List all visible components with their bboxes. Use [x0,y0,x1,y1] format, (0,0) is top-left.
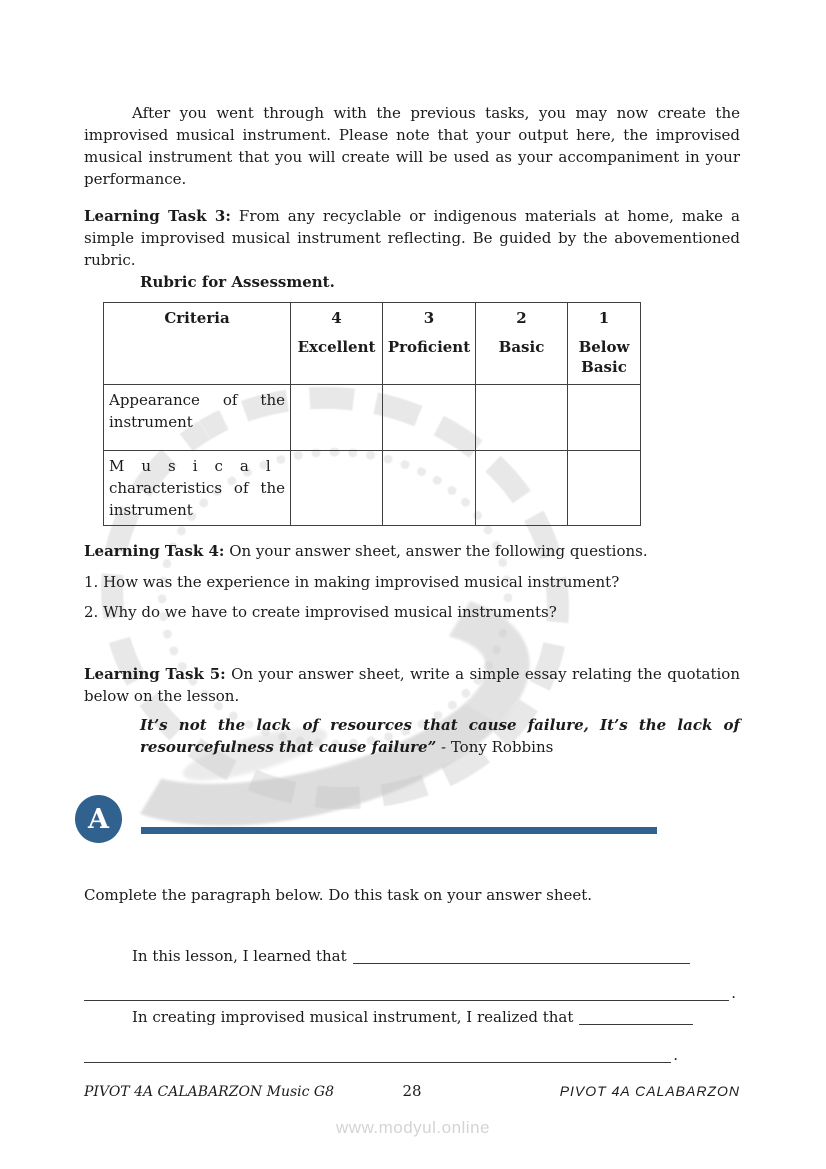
rubric-empty-cell [568,385,641,451]
fill-in-line-2-continuation [84,1044,740,1066]
rubric-header-below-basic [568,303,641,385]
section-a-badge [75,795,122,843]
rubric-header-criteria [104,303,291,385]
learning-task-3-paragraph [84,205,740,271]
footer-module-title: PIVOT 4A CALABARZON Music G8 [84,1084,335,1100]
learning-task-3-text: From any recyclable or indigenous materials at home, make a simple improvised musical instrument reflecting. Be guided by the abovementioned rubric. [84,207,740,269]
rubric-empty-cell [476,451,568,526]
fill-in-line-1-continuation [84,982,740,1004]
criteria-rest: characteristics of the instrument [109,479,285,519]
page-number: 28 [402,1082,422,1100]
header-score-1: 1 [598,309,610,327]
rubric-empty-cell [383,385,476,451]
learning-task-5-paragraph [84,663,740,707]
rubric-empty-cell [476,385,568,451]
rubric-criteria-musical [104,451,291,526]
header-label-basic: Basic [498,338,545,356]
quotation-text: It’s not the lack of resources that cause failure, It’s the lack of resourcefulness that cause failure” [140,716,740,756]
rubric-table [103,302,641,526]
footer-brand: PIVOT 4A CALABARZON [559,1083,740,1099]
line-end-period: . [673,1046,678,1064]
header-score-4: 4 [331,309,342,327]
quotation [140,714,740,758]
learning-task-3-label: Learning Task 3: [84,207,231,225]
learning-task-4-paragraph [84,540,740,562]
blank-line [84,1061,671,1063]
rubric-criteria-appearance: Appearance of the instrument [104,385,291,451]
rubric-empty-cell [291,385,383,451]
rubric-heading: Rubric for Assessment. [140,273,335,291]
fill-in-line-1 [84,945,740,967]
learning-task-5-text: On your answer sheet, write a simple essay relating the quotation below on the lesson. [84,665,740,705]
rubric-empty-cell [291,451,383,526]
rubric-empty-cell [383,451,476,526]
header-label-excellent: Excellent [297,338,376,356]
assessment-instruction: Complete the paragraph below. Do this task on your answer sheet. [84,886,593,904]
header-criteria-label: Criteria [164,309,230,327]
question-2: 2. Why do we have to create improvised musical instruments? [84,603,557,621]
table-row [104,451,641,526]
fill-in-line-2 [84,1006,740,1028]
rubric-empty-cell [568,451,641,526]
intro-paragraph: After you went through with the previous tasks, you may now create the improvised musical instrument. Please note that your output here, the improvised musical instrument that you will create will be used as your accompaniment in your performance. [84,104,740,188]
header-score-2: 2 [516,309,527,327]
quotation-attribution: - Tony Robbins [436,738,554,756]
rubric-header-proficient [383,303,476,385]
table-row [104,385,641,451]
page-footer [84,1082,740,1100]
learning-task-4-text: On your answer sheet, answer the following questions. [224,542,648,560]
learning-task-4-label: Learning Task 4: [84,542,225,560]
badge-letter: A [88,803,109,835]
rubric-header-excellent [291,303,383,385]
question-1: 1. How was the experience in making improvised musical instrument? [84,573,620,591]
learning-task-5-label: Learning Task 5: [84,665,226,683]
site-watermark-text: www.modyul.online [335,1118,490,1137]
blank-line [353,962,690,964]
fill-1-lead-text: In this lesson, I learned that [132,947,347,965]
rubric-header-row [104,303,641,385]
fill-2-lead-text: In creating improvised musical instrument, I realized that [132,1008,574,1026]
blank-line [579,1023,693,1025]
blank-line [84,999,729,1001]
line-end-period: . [731,984,736,1002]
header-label-below-basic: Below Basic [578,338,630,376]
rubric-header-basic [476,303,568,385]
header-score-3: 3 [423,309,435,327]
criteria-word-musical: Musical [109,457,288,475]
page-content [84,0,740,1100]
section-a-divider [75,795,740,843]
header-label-proficient: Proficient [387,338,471,356]
section-divider-line [141,827,657,834]
